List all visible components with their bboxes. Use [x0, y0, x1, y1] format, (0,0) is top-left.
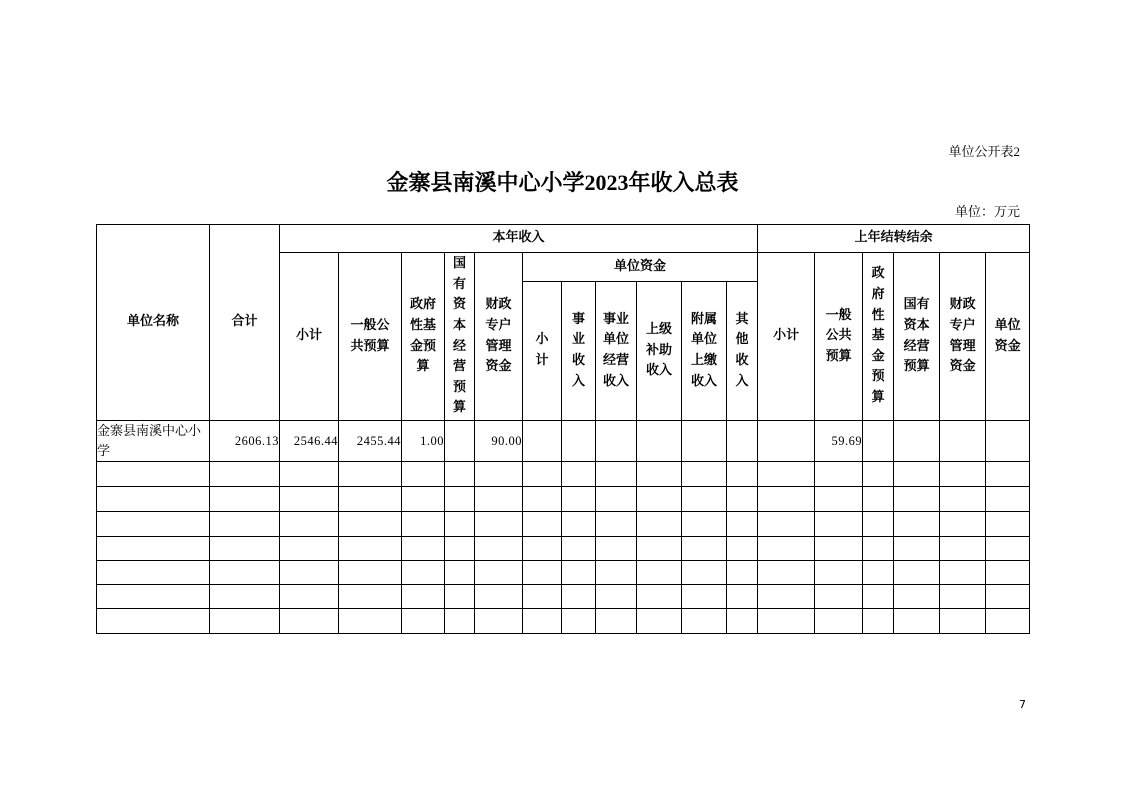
cell-uf-superior-subsidy	[637, 585, 682, 609]
cell-uf-other	[727, 585, 758, 609]
cell-cy-subtotal	[280, 537, 339, 561]
cell-uf-subtotal	[523, 537, 562, 561]
header-py-state-capital	[894, 253, 940, 421]
cell-py-state-capital	[894, 512, 940, 537]
cell-py-fiscal-special	[940, 609, 986, 634]
header-cy-gov-fund-label: 政府性基金预算	[409, 297, 436, 375]
cell-cy-fiscal-special	[475, 609, 523, 634]
cell-uf-business-income	[562, 462, 596, 487]
cell-py-subtotal	[758, 585, 815, 609]
cell-cy-subtotal	[280, 487, 339, 512]
cell-uf-business-income	[562, 585, 596, 609]
cell-py-subtotal	[758, 421, 815, 462]
cell-cy-gov-fund	[402, 512, 445, 537]
cell-uf-operating-income	[596, 512, 637, 537]
cell-uf-affiliated	[682, 609, 727, 634]
cell-py-gov-fund	[863, 512, 894, 537]
cell-uf-affiliated	[682, 512, 727, 537]
cell-cy-state-capital	[445, 421, 475, 462]
cell-cy-state-capital	[445, 462, 475, 487]
cell-cy-general-budget	[339, 561, 402, 585]
cell-cy-fiscal-special	[475, 487, 523, 512]
table-row	[97, 585, 1030, 609]
cell-py-state-capital	[894, 585, 940, 609]
cell-cy-general-budget	[339, 585, 402, 609]
header-cy-general-budget-label: 一般公共预算	[350, 317, 390, 354]
cell-cy-fiscal-special	[475, 512, 523, 537]
cell-cy-fiscal-special	[475, 462, 523, 487]
cell-uf-business-income	[562, 487, 596, 512]
cell-total	[210, 561, 280, 585]
cell-uf-operating-income	[596, 537, 637, 561]
cell-py-general-budget	[815, 462, 863, 487]
cell-uf-superior-subsidy	[637, 537, 682, 561]
header-cy-state-capital	[445, 253, 475, 421]
cell-uf-operating-income	[596, 462, 637, 487]
cell-uf-operating-income	[596, 609, 637, 634]
cell-py-subtotal	[758, 512, 815, 537]
cell-uf-business-income	[562, 537, 596, 561]
cell-py-unit-funds	[986, 421, 1030, 462]
unit-name-cell	[97, 537, 210, 561]
cell-py-fiscal-special	[940, 462, 986, 487]
cell-py-state-capital	[894, 487, 940, 512]
cell-uf-business-income	[562, 512, 596, 537]
header-uf-business-income	[562, 282, 596, 421]
unit-name-cell	[97, 585, 210, 609]
cell-total	[210, 487, 280, 512]
cell-py-gov-fund	[863, 421, 894, 462]
table-row	[97, 462, 1030, 487]
cell-uf-business-income	[562, 421, 596, 462]
cell-uf-other	[727, 487, 758, 512]
unit-name-cell	[97, 561, 210, 585]
unit-name-cell: 金寨县南溪中心小学	[97, 421, 210, 462]
cell-uf-affiliated	[682, 537, 727, 561]
unit-name-cell	[97, 512, 210, 537]
cell-py-unit-funds	[986, 561, 1030, 585]
cell-cy-general-budget: 2455.44	[339, 421, 402, 462]
header-uf-superior-subsidy-label: 上级补助收入	[645, 322, 672, 379]
cell-total	[210, 537, 280, 561]
cell-cy-state-capital	[445, 561, 475, 585]
cell-uf-business-income	[562, 561, 596, 585]
cell-py-fiscal-special	[940, 585, 986, 609]
cell-py-general-budget	[815, 487, 863, 512]
header-uf-affiliated	[682, 282, 727, 421]
header-py-gov-fund-label: 政府性基金预算	[871, 266, 885, 405]
cell-py-subtotal	[758, 537, 815, 561]
header-total: 合计	[210, 225, 280, 421]
table-row	[97, 537, 1030, 561]
cell-cy-gov-fund	[402, 585, 445, 609]
cell-py-gov-fund	[863, 537, 894, 561]
cell-cy-general-budget	[339, 537, 402, 561]
header-py-fiscal-special-label: 财政专户管理资金	[949, 297, 976, 375]
header-uf-business-income-label: 事业收入	[571, 311, 585, 389]
cell-uf-superior-subsidy	[637, 421, 682, 462]
cell-cy-fiscal-special: 90.00	[475, 421, 523, 462]
cell-cy-fiscal-special	[475, 537, 523, 561]
header-uf-operating-income	[596, 282, 637, 421]
cell-uf-superior-subsidy	[637, 487, 682, 512]
cell-py-general-budget	[815, 609, 863, 634]
table-header	[97, 225, 1030, 421]
cell-py-unit-funds	[986, 585, 1030, 609]
cell-cy-fiscal-special	[475, 585, 523, 609]
cell-uf-operating-income	[596, 585, 637, 609]
cell-py-general-budget	[815, 561, 863, 585]
cell-total	[210, 462, 280, 487]
document-title: 金寨县南溪中心小学2023年收入总表	[386, 170, 739, 195]
cell-py-general-budget: 59.69	[815, 421, 863, 462]
header-cy-state-capital-label: 国有资本经营预算	[452, 256, 466, 416]
cell-cy-state-capital	[445, 487, 475, 512]
cell-uf-superior-subsidy	[637, 609, 682, 634]
cell-py-general-budget	[815, 537, 863, 561]
cell-cy-state-capital	[445, 512, 475, 537]
cell-py-unit-funds	[986, 462, 1030, 487]
cell-cy-gov-fund	[402, 487, 445, 512]
cell-uf-business-income	[562, 609, 596, 634]
cell-py-state-capital	[894, 462, 940, 487]
cell-py-general-budget	[815, 585, 863, 609]
header-prior-year: 上年结转结余	[758, 225, 1030, 253]
income-summary-table	[96, 224, 1030, 634]
cell-uf-subtotal	[523, 421, 562, 462]
cell-py-gov-fund	[863, 585, 894, 609]
header-cy-subtotal: 小计	[280, 253, 339, 421]
cell-cy-subtotal	[280, 512, 339, 537]
cell-py-unit-funds	[986, 487, 1030, 512]
header-row-1	[97, 225, 1030, 253]
cell-uf-other	[727, 462, 758, 487]
cell-py-state-capital	[894, 609, 940, 634]
cell-uf-subtotal	[523, 487, 562, 512]
cell-cy-fiscal-special	[475, 561, 523, 585]
cell-cy-state-capital	[445, 609, 475, 634]
cell-py-state-capital	[894, 561, 940, 585]
cell-py-subtotal	[758, 462, 815, 487]
cell-cy-general-budget	[339, 609, 402, 634]
header-uf-subtotal	[523, 282, 562, 421]
unit-name-cell	[97, 487, 210, 512]
cell-uf-other	[727, 512, 758, 537]
header-uf-superior-subsidy	[637, 282, 682, 421]
cell-cy-state-capital	[445, 585, 475, 609]
cell-uf-subtotal	[523, 561, 562, 585]
header-unit-name: 单位名称	[97, 225, 210, 421]
cell-py-unit-funds	[986, 537, 1030, 561]
cell-total: 2606.13	[210, 421, 280, 462]
cell-total	[210, 512, 280, 537]
cell-uf-operating-income	[596, 421, 637, 462]
cell-py-gov-fund	[863, 561, 894, 585]
cell-py-gov-fund	[863, 462, 894, 487]
table-body	[97, 421, 1030, 634]
cell-uf-affiliated	[682, 561, 727, 585]
cell-py-subtotal	[758, 609, 815, 634]
cell-uf-subtotal	[523, 512, 562, 537]
cell-cy-subtotal	[280, 462, 339, 487]
cell-py-unit-funds	[986, 609, 1030, 634]
cell-uf-subtotal	[523, 462, 562, 487]
header-py-gov-fund	[863, 253, 894, 421]
cell-cy-general-budget	[339, 487, 402, 512]
cell-cy-subtotal	[280, 585, 339, 609]
cell-cy-subtotal	[280, 561, 339, 585]
cell-py-unit-funds	[986, 512, 1030, 537]
cell-uf-subtotal	[523, 609, 562, 634]
header-py-unit-funds-label: 单位资金	[994, 317, 1021, 354]
cell-uf-other	[727, 561, 758, 585]
cell-uf-affiliated	[682, 421, 727, 462]
table-row	[97, 561, 1030, 585]
cell-py-state-capital	[894, 537, 940, 561]
cell-py-general-budget	[815, 512, 863, 537]
cell-cy-gov-fund: 1.00	[402, 421, 445, 462]
unit-name-cell	[97, 462, 210, 487]
cell-uf-superior-subsidy	[637, 512, 682, 537]
table-row	[97, 609, 1030, 634]
cell-uf-affiliated	[682, 585, 727, 609]
header-uf-affiliated-label: 附属单位上缴收入	[690, 311, 717, 389]
cell-py-fiscal-special	[940, 421, 986, 462]
cell-py-subtotal	[758, 561, 815, 585]
cell-uf-other	[727, 609, 758, 634]
header-uf-other-label: 其他收入	[735, 311, 749, 389]
header-py-subtotal: 小计	[758, 253, 815, 421]
cell-uf-operating-income	[596, 487, 637, 512]
cell-py-gov-fund	[863, 487, 894, 512]
cell-cy-gov-fund	[402, 609, 445, 634]
cell-py-fiscal-special	[940, 537, 986, 561]
cell-uf-subtotal	[523, 585, 562, 609]
cell-uf-other	[727, 421, 758, 462]
cell-cy-state-capital	[445, 537, 475, 561]
cell-total	[210, 609, 280, 634]
form-code: 单位公开表2	[948, 144, 1020, 159]
header-current-year: 本年收入	[280, 225, 758, 253]
cell-uf-other	[727, 537, 758, 561]
cell-uf-affiliated	[682, 487, 727, 512]
unit-note: 单位：万元	[954, 204, 1020, 219]
cell-py-fiscal-special	[940, 512, 986, 537]
header-py-unit-funds	[986, 253, 1030, 421]
table-row	[97, 512, 1030, 537]
page-number: 7	[1019, 698, 1026, 711]
header-cy-general-budget	[339, 253, 402, 421]
table-row	[97, 487, 1030, 512]
cell-py-gov-fund	[863, 609, 894, 634]
cell-uf-superior-subsidy	[637, 561, 682, 585]
cell-cy-subtotal: 2546.44	[280, 421, 339, 462]
cell-py-fiscal-special	[940, 561, 986, 585]
header-cy-fiscal-special	[475, 253, 523, 421]
header-uf-operating-income-label: 事业单位经营收入	[602, 311, 629, 389]
header-cy-gov-fund	[402, 253, 445, 421]
cell-py-state-capital	[894, 421, 940, 462]
cell-uf-superior-subsidy	[637, 462, 682, 487]
cell-py-subtotal	[758, 487, 815, 512]
cell-cy-general-budget	[339, 512, 402, 537]
table-row	[97, 421, 1030, 462]
cell-cy-gov-fund	[402, 537, 445, 561]
header-py-general-budget	[815, 253, 863, 421]
cell-total	[210, 585, 280, 609]
header-cy-fiscal-special-label: 财政专户管理资金	[485, 297, 512, 375]
cell-cy-gov-fund	[402, 561, 445, 585]
cell-uf-operating-income	[596, 561, 637, 585]
unit-name-cell	[97, 609, 210, 634]
cell-cy-general-budget	[339, 462, 402, 487]
header-py-fiscal-special	[940, 253, 986, 421]
cell-uf-affiliated	[682, 462, 727, 487]
cell-py-fiscal-special	[940, 487, 986, 512]
cell-cy-subtotal	[280, 609, 339, 634]
cell-cy-gov-fund	[402, 462, 445, 487]
header-py-state-capital-label: 国有资本经营预算	[903, 297, 930, 375]
header-cy-unit-funds: 单位资金	[523, 253, 758, 282]
header-uf-other	[727, 282, 758, 421]
header-py-general-budget-label: 一般公共预算	[825, 307, 852, 364]
header-uf-subtotal-label: 小计	[535, 332, 549, 368]
